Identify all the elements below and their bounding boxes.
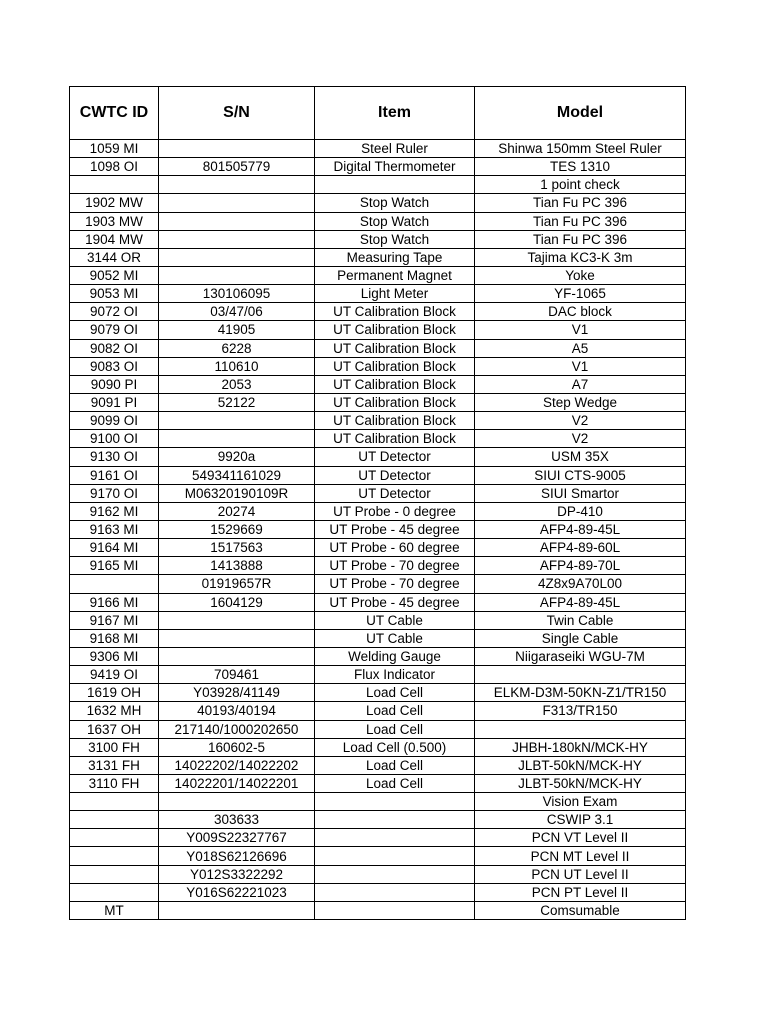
cell-model: JLBT-50kN/MCK-HY xyxy=(475,774,686,792)
cell-item: UT Calibration Block xyxy=(315,375,475,393)
cell-model xyxy=(475,720,686,738)
cell-model: A5 xyxy=(475,339,686,357)
table-row xyxy=(70,539,686,557)
cell-item: Load Cell xyxy=(315,684,475,702)
cell-item: UT Calibration Block xyxy=(315,430,475,448)
cell-serial-number xyxy=(159,212,315,230)
cell-cwtc-id: 9162 MI xyxy=(70,502,159,520)
cell-item: Load Cell xyxy=(315,720,475,738)
table-row xyxy=(70,194,686,212)
table-row xyxy=(70,575,686,593)
cell-item: UT Calibration Block xyxy=(315,357,475,375)
header-model: Model xyxy=(475,87,686,140)
cell-cwtc-id: 9072 OI xyxy=(70,303,159,321)
cell-item: Load Cell xyxy=(315,756,475,774)
cell-item xyxy=(315,883,475,901)
cell-model: PCN PT Level II xyxy=(475,883,686,901)
cell-model: USM 35X xyxy=(475,448,686,466)
cell-model: DP-410 xyxy=(475,502,686,520)
cell-serial-number: Y012S3322292 xyxy=(159,865,315,883)
cell-serial-number: Y018S62126696 xyxy=(159,847,315,865)
cell-model: Tian Fu PC 396 xyxy=(475,230,686,248)
table-row xyxy=(70,375,686,393)
header-serial-number: S/N xyxy=(159,87,315,140)
cell-model: Single Cable xyxy=(475,629,686,647)
cell-model: SIUI Smartor xyxy=(475,484,686,502)
cell-item: UT Calibration Block xyxy=(315,339,475,357)
table-row xyxy=(70,647,686,665)
table-row xyxy=(70,738,686,756)
cell-serial-number xyxy=(159,901,315,919)
cell-serial-number: 14022202/14022202 xyxy=(159,756,315,774)
cell-item: UT Cable xyxy=(315,629,475,647)
cell-item xyxy=(315,811,475,829)
cell-cwtc-id: 3131 FH xyxy=(70,756,159,774)
cell-cwtc-id: 3110 FH xyxy=(70,774,159,792)
cell-item: UT Detector xyxy=(315,484,475,502)
table-row xyxy=(70,393,686,411)
cell-model: V2 xyxy=(475,430,686,448)
cell-item xyxy=(315,901,475,919)
cell-cwtc-id: 1632 MH xyxy=(70,702,159,720)
cell-item: Light Meter xyxy=(315,285,475,303)
cell-item: Stop Watch xyxy=(315,230,475,248)
cell-serial-number xyxy=(159,412,315,430)
table-row xyxy=(70,230,686,248)
header-row xyxy=(70,87,686,140)
table-body xyxy=(70,140,686,920)
cell-model: Step Wedge xyxy=(475,393,686,411)
table-row xyxy=(70,339,686,357)
cell-model: F313/TR150 xyxy=(475,702,686,720)
cell-item: UT Probe - 45 degree xyxy=(315,593,475,611)
cell-model: Comsumable xyxy=(475,901,686,919)
cell-model: SIUI CTS-9005 xyxy=(475,466,686,484)
cell-serial-number xyxy=(159,248,315,266)
table-row xyxy=(70,666,686,684)
cell-cwtc-id: 9161 OI xyxy=(70,466,159,484)
cell-item xyxy=(315,829,475,847)
cell-cwtc-id: 9052 MI xyxy=(70,266,159,284)
table-row xyxy=(70,502,686,520)
cell-cwtc-id: 9164 MI xyxy=(70,539,159,557)
cell-model: Yoke xyxy=(475,266,686,284)
table-row xyxy=(70,140,686,158)
cell-item xyxy=(315,847,475,865)
cell-item xyxy=(315,176,475,194)
cell-model: Shinwa 150mm Steel Ruler xyxy=(475,140,686,158)
table-row xyxy=(70,793,686,811)
table-row xyxy=(70,158,686,176)
cell-cwtc-id: 9167 MI xyxy=(70,611,159,629)
cell-model: Tajima KC3-K 3m xyxy=(475,248,686,266)
cell-item: Stop Watch xyxy=(315,194,475,212)
cell-serial-number: 1604129 xyxy=(159,593,315,611)
table-row xyxy=(70,248,686,266)
cell-item: Measuring Tape xyxy=(315,248,475,266)
table-row xyxy=(70,176,686,194)
cell-serial-number: 40193/40194 xyxy=(159,702,315,720)
table-row xyxy=(70,520,686,538)
cell-model: Twin Cable xyxy=(475,611,686,629)
table-row xyxy=(70,774,686,792)
cell-serial-number: 01919657R xyxy=(159,575,315,593)
cell-cwtc-id: 1902 MW xyxy=(70,194,159,212)
cell-item: UT Probe - 45 degree xyxy=(315,520,475,538)
table-row xyxy=(70,484,686,502)
cell-serial-number xyxy=(159,430,315,448)
cell-cwtc-id: MT xyxy=(70,901,159,919)
cell-serial-number xyxy=(159,230,315,248)
cell-model xyxy=(475,666,686,684)
cell-model: 1 point check xyxy=(475,176,686,194)
cell-serial-number xyxy=(159,647,315,665)
cell-model: AFP4-89-45L xyxy=(475,593,686,611)
cell-serial-number: Y03928/41149 xyxy=(159,684,315,702)
cell-serial-number: 52122 xyxy=(159,393,315,411)
table-row xyxy=(70,303,686,321)
cell-cwtc-id: 1059 MI xyxy=(70,140,159,158)
cell-cwtc-id: 9306 MI xyxy=(70,647,159,665)
cell-model: V1 xyxy=(475,357,686,375)
table-row xyxy=(70,629,686,647)
cell-model: JLBT-50kN/MCK-HY xyxy=(475,756,686,774)
cell-serial-number: 709461 xyxy=(159,666,315,684)
cell-cwtc-id: 9091 PI xyxy=(70,393,159,411)
cell-item: Stop Watch xyxy=(315,212,475,230)
header-cwtc-id: CWTC ID xyxy=(70,87,159,140)
cell-item: UT Probe - 0 degree xyxy=(315,502,475,520)
cell-serial-number xyxy=(159,176,315,194)
cell-item: Steel Ruler xyxy=(315,140,475,158)
cell-cwtc-id: 9079 OI xyxy=(70,321,159,339)
cell-item: Load Cell (0.500) xyxy=(315,738,475,756)
cell-item: Load Cell xyxy=(315,774,475,792)
cell-cwtc-id xyxy=(70,176,159,194)
cell-cwtc-id xyxy=(70,811,159,829)
cell-cwtc-id: 3144 OR xyxy=(70,248,159,266)
cell-model: Niigaraseiki WGU-7M xyxy=(475,647,686,665)
cell-cwtc-id: 9083 OI xyxy=(70,357,159,375)
cell-cwtc-id xyxy=(70,865,159,883)
table-row xyxy=(70,847,686,865)
cell-model: V2 xyxy=(475,412,686,430)
cell-cwtc-id: 1904 MW xyxy=(70,230,159,248)
cell-cwtc-id: 1098 OI xyxy=(70,158,159,176)
cell-serial-number xyxy=(159,266,315,284)
cell-serial-number: 1517563 xyxy=(159,539,315,557)
cell-model: AFP4-89-45L xyxy=(475,520,686,538)
table-row xyxy=(70,266,686,284)
cell-item: UT Probe - 70 degree xyxy=(315,575,475,593)
cell-model: PCN MT Level II xyxy=(475,847,686,865)
cell-cwtc-id: 9163 MI xyxy=(70,520,159,538)
cell-cwtc-id: 9168 MI xyxy=(70,629,159,647)
cell-cwtc-id xyxy=(70,575,159,593)
cell-serial-number: 110610 xyxy=(159,357,315,375)
cell-model: Tian Fu PC 396 xyxy=(475,194,686,212)
table-row xyxy=(70,684,686,702)
cell-serial-number: Y016S62221023 xyxy=(159,883,315,901)
cell-item: UT Probe - 60 degree xyxy=(315,539,475,557)
cell-cwtc-id: 9090 PI xyxy=(70,375,159,393)
cell-model: DAC block xyxy=(475,303,686,321)
cell-cwtc-id xyxy=(70,829,159,847)
cell-item xyxy=(315,865,475,883)
cell-serial-number: 41905 xyxy=(159,321,315,339)
cell-serial-number: 130106095 xyxy=(159,285,315,303)
cell-cwtc-id: 9100 OI xyxy=(70,430,159,448)
cell-model: TES 1310 xyxy=(475,158,686,176)
table-row xyxy=(70,285,686,303)
cell-serial-number xyxy=(159,793,315,811)
table-row xyxy=(70,829,686,847)
cell-model: V1 xyxy=(475,321,686,339)
cell-serial-number: 03/47/06 xyxy=(159,303,315,321)
cell-model: PCN UT Level II xyxy=(475,865,686,883)
cell-serial-number: 549341161029 xyxy=(159,466,315,484)
cell-cwtc-id: 9419 OI xyxy=(70,666,159,684)
cell-item: Load Cell xyxy=(315,702,475,720)
cell-model: Vision Exam xyxy=(475,793,686,811)
cell-model: JHBH-180kN/MCK-HY xyxy=(475,738,686,756)
cell-cwtc-id: 1637 OH xyxy=(70,720,159,738)
table-row xyxy=(70,430,686,448)
table-row xyxy=(70,865,686,883)
table-row xyxy=(70,557,686,575)
table-row xyxy=(70,883,686,901)
cell-item: UT Calibration Block xyxy=(315,321,475,339)
cell-serial-number xyxy=(159,611,315,629)
table-row xyxy=(70,702,686,720)
cell-cwtc-id: 9170 OI xyxy=(70,484,159,502)
cell-serial-number: 303633 xyxy=(159,811,315,829)
cell-cwtc-id: 9082 OI xyxy=(70,339,159,357)
cell-serial-number: 217140/1000202650 xyxy=(159,720,315,738)
cell-model: ELKM-D3M-50KN-Z1/TR150 xyxy=(475,684,686,702)
cell-item: UT Detector xyxy=(315,448,475,466)
cell-serial-number: 9920a xyxy=(159,448,315,466)
cell-model: PCN VT Level II xyxy=(475,829,686,847)
cell-model: A7 xyxy=(475,375,686,393)
cell-item: UT Cable xyxy=(315,611,475,629)
table-row xyxy=(70,811,686,829)
cell-cwtc-id: 1619 OH xyxy=(70,684,159,702)
cell-cwtc-id: 9130 OI xyxy=(70,448,159,466)
cell-serial-number: 1529669 xyxy=(159,520,315,538)
cell-model: AFP4-89-70L xyxy=(475,557,686,575)
table-row xyxy=(70,321,686,339)
cell-cwtc-id: 3100 FH xyxy=(70,738,159,756)
cell-cwtc-id xyxy=(70,847,159,865)
cell-cwtc-id: 1903 MW xyxy=(70,212,159,230)
table-row xyxy=(70,448,686,466)
cell-cwtc-id: 9165 MI xyxy=(70,557,159,575)
cell-cwtc-id xyxy=(70,883,159,901)
cell-serial-number: 14022201/14022201 xyxy=(159,774,315,792)
table-row xyxy=(70,357,686,375)
cell-item: Flux Indicator xyxy=(315,666,475,684)
cell-serial-number: M06320190109R xyxy=(159,484,315,502)
cell-model: CSWIP 3.1 xyxy=(475,811,686,829)
header-item: Item xyxy=(315,87,475,140)
cell-item: Digital Thermometer xyxy=(315,158,475,176)
table-row xyxy=(70,720,686,738)
cell-serial-number: 1413888 xyxy=(159,557,315,575)
table-row xyxy=(70,901,686,919)
equipment-table-container xyxy=(69,86,686,920)
cell-item: UT Calibration Block xyxy=(315,412,475,430)
cell-model: AFP4-89-60L xyxy=(475,539,686,557)
cell-item: UT Probe - 70 degree xyxy=(315,557,475,575)
cell-cwtc-id: 9053 MI xyxy=(70,285,159,303)
cell-item: Permanent Magnet xyxy=(315,266,475,284)
cell-cwtc-id xyxy=(70,793,159,811)
cell-serial-number: 20274 xyxy=(159,502,315,520)
table-row xyxy=(70,212,686,230)
cell-item: UT Calibration Block xyxy=(315,393,475,411)
table-row xyxy=(70,611,686,629)
cell-item: Welding Gauge xyxy=(315,647,475,665)
cell-serial-number xyxy=(159,194,315,212)
cell-item: UT Detector xyxy=(315,466,475,484)
cell-item xyxy=(315,793,475,811)
cell-cwtc-id: 9166 MI xyxy=(70,593,159,611)
cell-cwtc-id: 9099 OI xyxy=(70,412,159,430)
cell-model: Tian Fu PC 396 xyxy=(475,212,686,230)
cell-serial-number: 6228 xyxy=(159,339,315,357)
cell-serial-number xyxy=(159,140,315,158)
equipment-table xyxy=(69,86,686,920)
cell-item: UT Calibration Block xyxy=(315,303,475,321)
cell-model: 4Z8x9A70L00 xyxy=(475,575,686,593)
table-row xyxy=(70,466,686,484)
table-row xyxy=(70,593,686,611)
cell-model: YF-1065 xyxy=(475,285,686,303)
cell-serial-number: 801505779 xyxy=(159,158,315,176)
cell-serial-number: 2053 xyxy=(159,375,315,393)
table-row xyxy=(70,412,686,430)
cell-serial-number xyxy=(159,629,315,647)
cell-serial-number: 160602-5 xyxy=(159,738,315,756)
cell-serial-number: Y009S22327767 xyxy=(159,829,315,847)
table-row xyxy=(70,756,686,774)
